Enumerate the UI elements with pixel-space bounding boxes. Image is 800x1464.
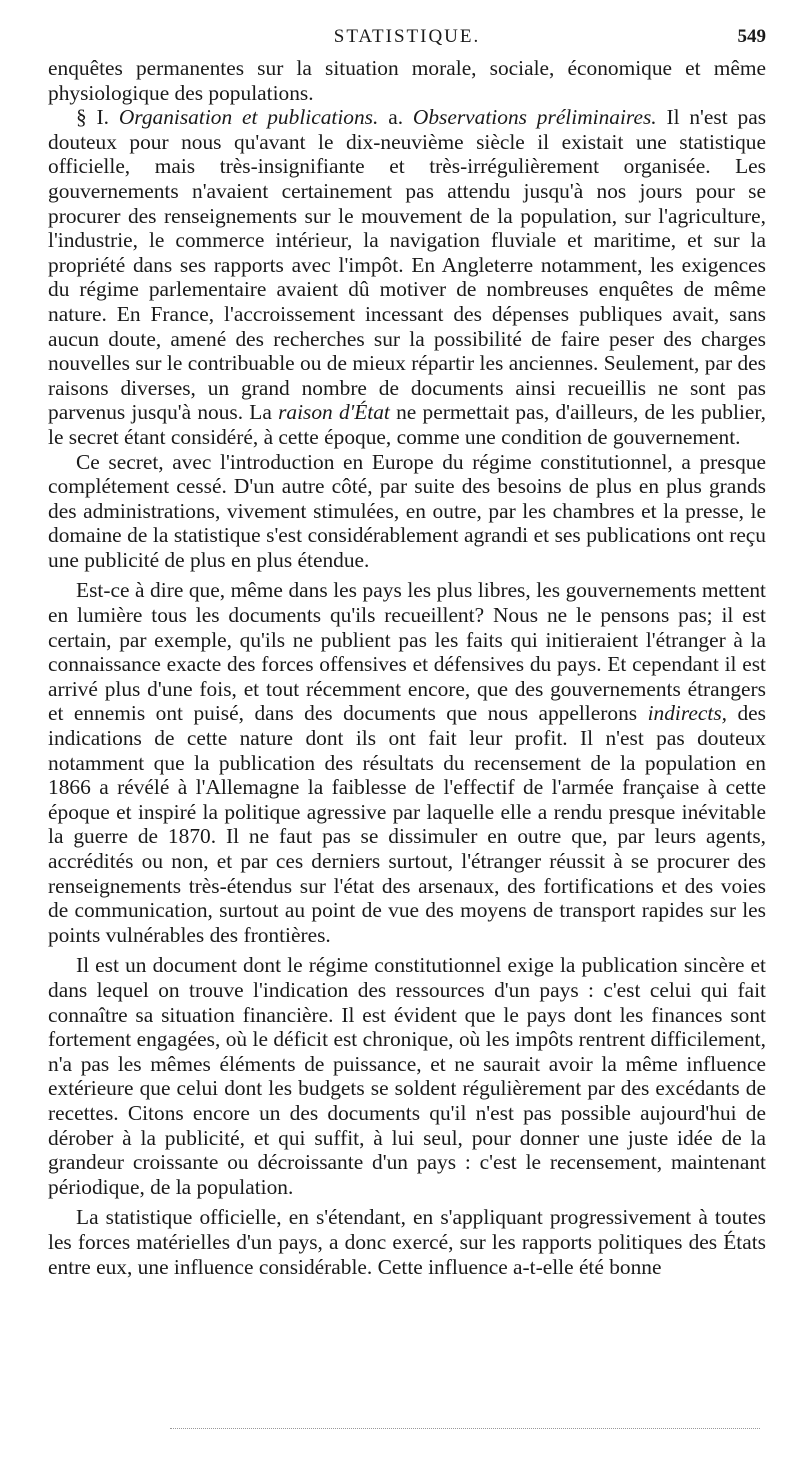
italic-phrase: raison d'État [278,400,390,425]
running-title: STATISTIQUE. [333,26,481,47]
subsection-label: a. [388,105,404,130]
paragraph-text-tail: des indications de cette nature dont ils ont fait leur profit. Il n'est pas douteux notamment que la publication des résultats du recensement de la population en 1866 a révélé à l'Allemagne la faiblesse de l'effectif de l'armée française à cette époque et inspiré la politique agressive par laquelle elle a rendu presque inévitable la guerre de 1870. Il ne faut pas se dissimuler en outre que, par leurs agents, accrédités ou non, et par ces derniers surtout, l'étranger réussit à se procurer des renseignements très-étendus sur l'état des arsenaux, des fortifications et des voies de communication, surtout au point de vue des moyens de transport rapides sur les points vulnérables des frontières. [48,701,766,947]
document-page [48,26,766,1279]
running-header [48,26,766,56]
paragraph-foreign-intel [48,578,766,947]
subsection-title: Observations préliminaires. [412,105,657,130]
paragraph-text: Il n'est pas douteux pour nous qu'avant le dix-neuvième siècle il existait une statistique officielle, mais très-insignifiante et très-irrégulièrement organisée. Les gouvernements n'avaient certainement pas attendu jusqu'à nos jours pour se procurer des renseignements sur le mouvement de la population, sur l'agriculture, l'industrie, le commerce intérieur, la navigation fluviale et maritime, et sur la propriété dans ses rapports avec l'impôt. En Angleterre notamment, les exigences du régime parlementaire avaient dû motiver de nombreuses enquêtes de même nature. En France, l'accroissement incessant des dépenses publiques avait, sans aucun doute, amené des recherches sur la possibilité de faire peser des charges nouvelles sur le contribuable ou de mieux répartir les anciennes. Seulement, par des raisons diverses, un grand nombre de documents ainsi recueillis ne sont pas parvenus jusqu'à nous. La [48,105,767,425]
paragraph: Il est un document dont le régime constitutionnel exige la publication sincère et dans lequel on trouve l'indication des ressources d'un pays : c'est celui qui fait connaître sa situation financière. Il est évident que le pays dont les finances sont fortement engagées, où le déficit est chronique, où les impôts rentrent difficilement, n'a pas les mêmes éléments de puissance, et ne saurait avoir la même influence extérieure que celui dont les budgets se soldent régulièrement par des excédants de recettes. Citons encore un des documents qu'il n'est pas possible aujourd'hui de dérober à la publicité, et qui suffit, à lui seul, pour donner une juste idée de la grandeur croissante ou décroissante d'un pays : c'est le recensement, maintenant périodique, de la population. [48,953,766,1199]
italic-word: indirects, [647,701,727,726]
footer-rule [170,1428,760,1429]
page-number: 549 [737,26,766,47]
body-text [48,56,766,1279]
paragraph-continuation: enquêtes permanentes sur la situation morale, sociale, économique et même physiologique des populations. [48,56,766,105]
paragraph-text-tail: ne permettait pas, d'ailleurs, de les publier, le secret étant considéré, à cette époque, comme une condition de gouvernement. [48,400,766,449]
paragraph-text: Est-ce à dire que, même dans les pays les plus libres, les gouvernements mettent en lumière tous les documents qu'ils recueillent? Nous ne le pensons pas; il est certain, par exemple, qu'ils ne publient pas les faits qui initieraient l'étranger à la connaissance exacte des forces offensives et défensives du pays. Et cependant il est arrivé plus d'une fois, et tout récemment encore, que des gouvernements étrangers et ennemis ont puisé, dans des documents que nous appellerons [48,578,766,726]
paragraph-last: La statistique officielle, en s'étendant, en s'appliquant progressivement à toutes les forces matérielles d'un pays, a donc exercé, sur les rapports politiques des États entre eux, une influence considérable. Cette influence a-t-elle été bonne [48,1205,766,1279]
paragraph-section-intro [48,105,766,449]
section-title: Organisation et publications. [118,105,379,130]
section-mark: § I. [76,105,109,130]
paragraph: Ce secret, avec l'introduction en Europe du régime constitutionnel, a presque complétement cessé. D'un autre côté, par suite des besoins de plus en plus grands des administrations, vivement stimulées, en outre, par les chambres et la presse, le domaine de la statistique s'est considérablement agrandi et ses publications ont reçu une publicité de plus en plus étendue. [48,449,766,572]
